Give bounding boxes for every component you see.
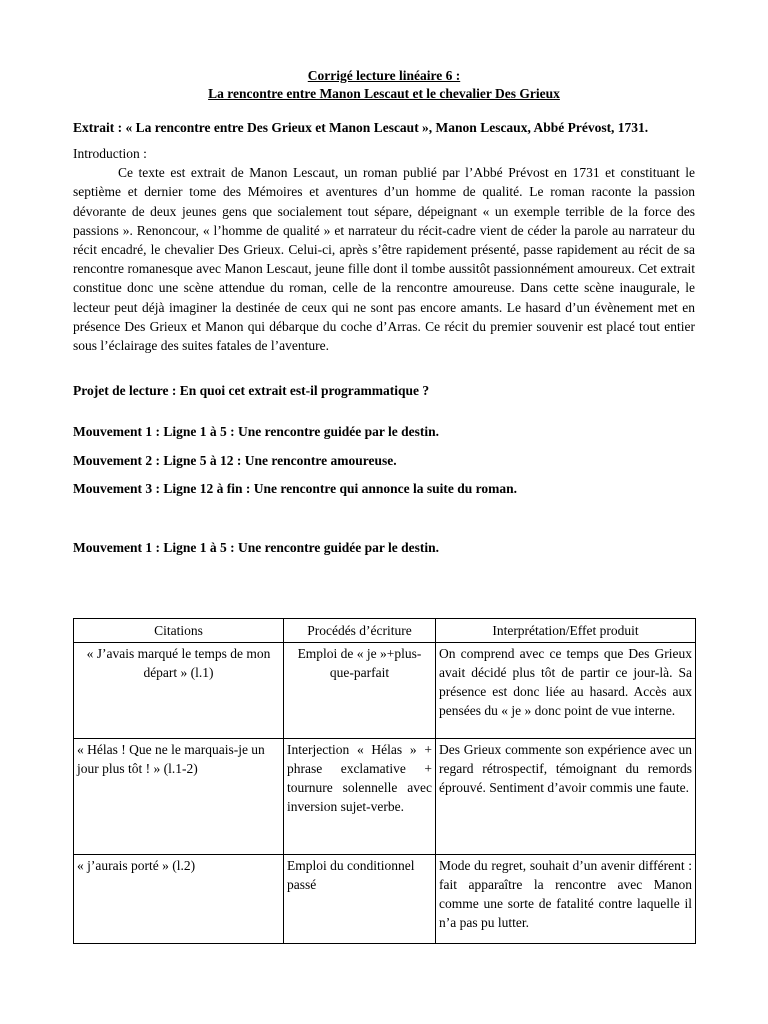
table-header-row bbox=[74, 619, 696, 643]
header-procedes: Procédés d’écriture bbox=[284, 619, 436, 643]
introduction-paragraph: Ce texte est extrait de Manon Lescaut, un roman publié par l’Abbé Prévost en 1731 et constituant le septième et dernier tome des Mémoires et aventures d’un homme de qualité. Le roman raconte la passion dévorante de deux jeunes gens que socialement tout sépare, dépeignant « un exemple terrible de la force des passions ». Renoncour, « l’homme de qualité » et narrateur du récit-cadre vient de céder la parole au narrateur du récit encadré, le chevalier Des Grieux. Celui-ci, après s’être rapidement présenté, passe rapidement au récit de sa rencontre romanesque avec Manon Lescaut, jeune fille dont il tombe aussitôt passionnément amoureux. Cet extrait constitue donc une scène attendue du roman, celle de la rencontre amoureuse. Dans cette scène inaugurale, le lecteur peut déjà imaginer la destinée de ceux qui ne sont pas encore amants. Le hasard d’un évènement met en présence Des Grieux et Manon qui débarque du coche d’Arras. Ce récit du premier souvenir est placé tout entier sous l’éclairage des suites fatales de l’aventure. bbox=[73, 165, 695, 354]
interpretation-cell: Des Grieux commente son expérience avec un regard rétrospectif, témoignant du remords éprouvé. Sentiment d’avoir commis une faute. bbox=[436, 739, 696, 855]
reading-project: Projet de lecture : En quoi cet extrait est-il programmatique ? bbox=[73, 383, 430, 399]
document-page bbox=[73, 67, 695, 557]
table-row bbox=[74, 855, 696, 944]
interpretation-cell: On comprend avec ce temps que Des Grieux avait décidé plus tôt de partir ce jour-là. Sa présence est donc liée au hasard. Accès aux pensées du « je » donc point de vue interne. bbox=[436, 643, 696, 739]
interpretation-cell: Mode du regret, souhait d’un avenir différent : fait apparaître la rencontre avec Manon comme une sorte de fatalité contre laquelle il n’a pas pu lutter. bbox=[436, 855, 696, 944]
citation-cell: « j’aurais porté » (l.2) bbox=[74, 855, 284, 944]
movement-3: Mouvement 3 : Ligne 12 à fin : Une rencontre qui annonce la suite du roman. bbox=[73, 480, 518, 496]
table-row bbox=[74, 739, 696, 855]
citation-cell: « J’avais marqué le temps de mon départ » (l.1) bbox=[74, 643, 284, 739]
header-citations: Citations bbox=[74, 619, 284, 643]
table-row bbox=[74, 643, 696, 739]
analysis-table bbox=[73, 618, 696, 944]
document-title-line-2: La rencontre entre Manon Lescaut et le chevalier Des Grieux bbox=[208, 86, 560, 101]
citation-cell: « Hélas ! Que ne le marquais-je un jour plus tôt ! » (l.1-2) bbox=[74, 739, 284, 855]
extract-reference: Extrait : « La rencontre entre Des Grieux et Manon Lescaut », Manon Lescaux, Abbé Prévost, 1731. bbox=[73, 120, 649, 135]
movement-2: Mouvement 2 : Ligne 5 à 12 : Une rencontre amoureuse. bbox=[73, 452, 397, 468]
procede-cell: Emploi du conditionnel passé bbox=[284, 855, 436, 944]
section-heading-movement-1: Mouvement 1 : Ligne 1 à 5 : Une rencontre guidée par le destin. bbox=[73, 540, 439, 556]
procede-cell: Interjection « Hélas » + phrase exclamative + tournure solennelle avec inversion sujet-verbe. bbox=[284, 739, 436, 855]
movement-1: Mouvement 1 : Ligne 1 à 5 : Une rencontre guidée par le destin. bbox=[73, 424, 439, 440]
procede-cell: Emploi de « je »+plus-que-parfait bbox=[284, 643, 436, 739]
header-interpretation: Interprétation/Effet produit bbox=[436, 619, 696, 643]
document-title-line-1: Corrigé lecture linéaire 6 : bbox=[307, 68, 461, 83]
introduction-label: Introduction : bbox=[73, 146, 147, 161]
